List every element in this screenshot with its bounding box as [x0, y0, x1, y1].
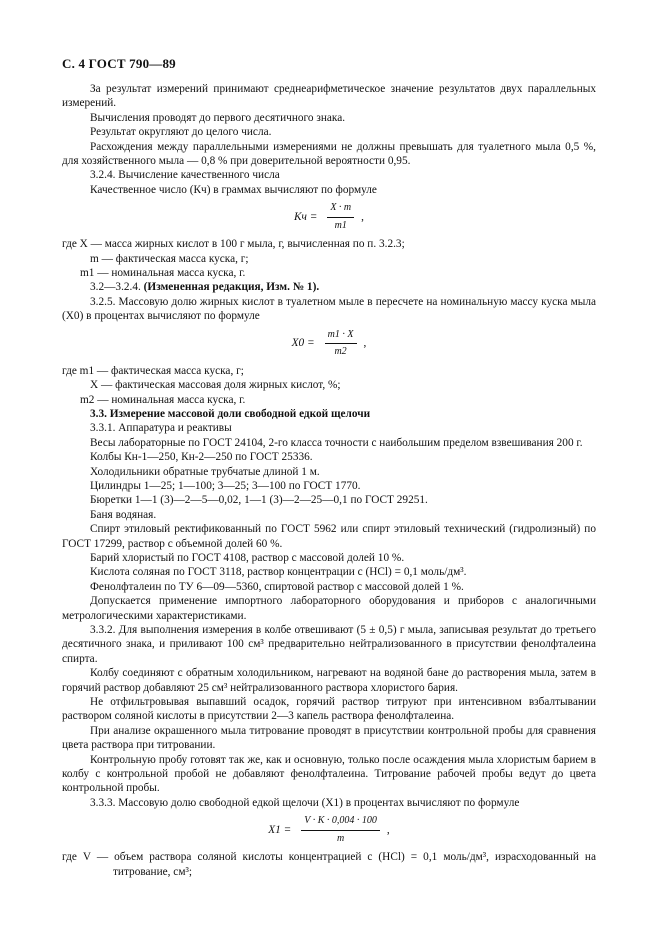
section-heading: 3.2.4. Вычисление качественного числа	[90, 169, 280, 182]
formula-lhs: X0 =	[291, 337, 315, 350]
paragraph: Контрольную пробу готовят так же, как и основную, только после осаждения мыла хлористым барием в колбу с контрольной пробой не добавляют фенолфталеина. Титрование рабочей пробы ведут до цвета контрольной пробы.	[62, 753, 596, 795]
paragraph: Весы лабораторные по ГОСТ 24104, 2-го класса точности с наибольшим пределом взвешивания 200 г.	[90, 436, 583, 449]
section-heading: 3.3. Измерение массовой доли свободной едкой щелочи	[90, 407, 371, 420]
paragraph: Колбу соединяют с обратным холодильником, нагревают на водяной бане до растворения мыла, затем в горячий раствор добавляют 25 см³ нейтрализованного раствора хлористого бария.	[62, 667, 596, 694]
paragraph: m — фактическая масса куска, г;	[90, 252, 249, 265]
paragraph: m2 — номинальная масса куска, г.	[80, 393, 246, 406]
formula-lhs: Кч =	[293, 211, 318, 224]
formula-quality-number	[62, 197, 596, 237]
formula-fraction	[327, 201, 354, 233]
paragraph: X — фактическая массовая доля жирных кислот, %;	[90, 379, 341, 392]
paragraph: Колбы Кн-1—250, Кн-2—250 по ГОСТ 25336.	[90, 451, 313, 464]
paragraph: Качественное число (Кч) в граммах вычисляют по формуле	[90, 183, 377, 196]
formula-fatty-acid	[62, 324, 596, 364]
paragraph: Барий хлористый по ГОСТ 4108, раствор с массовой долей 10 %.	[90, 551, 405, 564]
paragraph: 3.3.2. Для выполнения измерения в колбе отвешивают (5 ± 0,5) г мыла, записывая результат до третьего десятичного знака, и приливают 100 см³ предварительно нейтрализованного в присутствии фенолфталеина спирта.	[62, 624, 596, 665]
formula-tail: ,	[363, 337, 367, 350]
formula-fraction	[325, 328, 357, 360]
paragraph: При анализе окрашенного мыла титрование проводят в присутствии контрольной пробы для сравнения цвета раствора при титровании.	[62, 724, 596, 752]
formula-denominator: m	[336, 832, 345, 844]
paragraph: Цилиндры 1—25; 1—100; 3—25; 3—100 по ГОСТ 1770.	[90, 479, 361, 492]
formula-numerator: X · m	[327, 201, 354, 217]
paragraph: 3.2.5. Массовую долю жирных кислот в туалетном мыле в пересчете на номинальную массу куска мыла (X0) в процентах вычисляют по формуле	[62, 295, 596, 323]
paragraph: Спирт этиловый ректификованный по ГОСТ 5962 или спирт этиловый технический (гидролизный) по ГОСТ 17299, раствор с объемной долей 60 %.	[62, 523, 596, 550]
paragraph: m1 — номинальная масса куска, г.	[80, 267, 246, 280]
page-header: С. 4 ГОСТ 790—89	[62, 56, 176, 71]
formula-numerator: V · K · 0,004 · 100	[301, 814, 380, 830]
document-body	[62, 82, 596, 879]
paragraph: где X — масса жирных кислот в 100 г мыла, г, вычисленная по п. 3.2.3;	[62, 238, 405, 251]
paragraph: Кислота соляная по ГОСТ 3118, раствор концентрации с (HCl) = 0,1 моль/дм³.	[90, 566, 467, 579]
paragraph: где m1 — фактическая масса куска, г;	[62, 364, 244, 377]
paragraph: Фенолфталеин по ТУ 6—09—5360, спиртовой раствор с массовой долей 1 %.	[90, 580, 464, 593]
paragraph: 3.3.3. Массовую долю свободной едкой щелочи (X1) в процентах вычисляют по формуле	[90, 796, 520, 809]
formula-tail: ,	[361, 211, 364, 224]
paragraph: 3.3.1. Аппаратура и реактивы	[90, 422, 232, 435]
paragraph: Расхождения между параллельными измерениями не должны превышать для туалетного мыла 0,5 %, для хозяйственного мыла — 0,8 % при доверительной вероятности 0,95.	[62, 140, 596, 168]
formula-free-alkali	[62, 810, 596, 850]
paragraph: Не отфильтровывая выпавший осадок, горячий раствор титруют при интенсивном взбалтывании раствором соляной кислоты в присутствии 2—3 капель раствора фенолфталеина.	[62, 696, 596, 723]
paragraph: Холодильники обратные трубчатые длиной 1 м.	[90, 465, 320, 478]
formula-fraction	[301, 814, 380, 846]
formula-lhs: X1 =	[268, 824, 292, 837]
formula-numerator: m1 · X	[325, 328, 357, 344]
formula-tail: ,	[386, 824, 390, 837]
paragraph: Результат округляют до целого числа.	[90, 126, 272, 139]
paragraph: Вычисления проводят до первого десятичного знака.	[90, 111, 346, 124]
paragraph: Бюретки 1—1 (3)—2—5—0,02, 1—1 (3)—2—25—0,1 по ГОСТ 29251.	[90, 494, 428, 507]
paragraph: За результат измерений принимают среднеарифметическое значение результатов двух параллельных измерений.	[62, 83, 596, 110]
paragraph	[62, 280, 596, 294]
paragraph: Баня водяная.	[90, 508, 157, 521]
formula-denominator: m1	[334, 219, 347, 231]
revision-ref: 3.2—3.2.4.	[90, 281, 141, 294]
formula-denominator: m2	[334, 346, 347, 358]
revision-note: (Измененная редакция, Изм. № 1).	[143, 281, 320, 294]
paragraph: где V — объем раствора соляной кислоты концентрацией с (HCl) = 0,1 моль/дм³, израсходованный на титрование, см³;	[62, 851, 596, 878]
paragraph: Допускается применение импортного лабораторного оборудования и приборов с аналогичными метрологическими характеристиками.	[62, 595, 596, 622]
